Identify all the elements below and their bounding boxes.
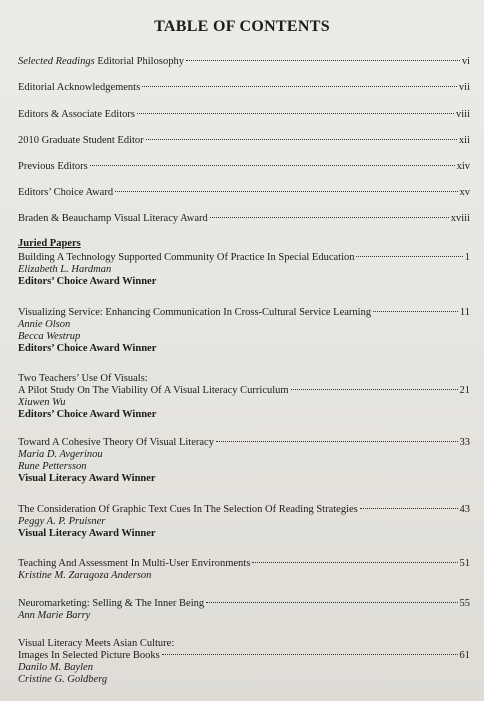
page-number: vii [458, 82, 470, 93]
entry-title: Building A Technology Supported Community Of Practice In Special Education [18, 252, 355, 263]
toc-row-label: Editors & Associate Editors [18, 109, 135, 120]
dot-leader [360, 508, 458, 509]
page-number: 51 [459, 558, 470, 569]
entry-title: Neuromarketing: Selling & The Inner Being [18, 598, 205, 609]
entry-author: Rune Pettersson [18, 461, 87, 472]
toc-entry[interactable] [18, 373, 470, 421]
entry-author: Cristine G. Goldberg [18, 674, 108, 685]
page-number: xviii [450, 213, 470, 224]
entry-award: Editors’ Choice Award Winner [18, 343, 157, 354]
dot-leader [142, 86, 457, 87]
section-heading-juried-papers: Juried Papers [18, 238, 81, 249]
dot-leader [252, 562, 457, 563]
entry-author: Xiuwen Wu [18, 397, 66, 408]
page-number: viii [455, 109, 470, 120]
toc-entry[interactable] [18, 638, 470, 686]
entry-author: Danilo M. Baylen [18, 662, 93, 673]
dot-leader [90, 165, 455, 166]
page-number: xii [458, 135, 470, 146]
page-title: TABLE OF CONTENTS [154, 18, 330, 35]
entry-title: Images In Selected Picture Books [18, 650, 160, 661]
entry-title-line: Two Teachers’ Use Of Visuals: [18, 373, 148, 384]
entry-author: Annie Olson [18, 319, 71, 330]
toc-row-label: Editors’ Choice Award [18, 187, 114, 198]
page-number: 11 [459, 307, 470, 318]
entry-award: Visual Literacy Award Winner [18, 528, 156, 539]
toc-row-braden-beauchamp-award[interactable] [18, 213, 470, 224]
entry-author: Peggy A. P. Pruisner [18, 516, 106, 527]
dot-leader [356, 256, 462, 257]
entry-title: Visualizing Service: Enhancing Communication In Cross-Cultural Service Learning [18, 307, 372, 318]
dot-leader [216, 441, 458, 442]
page-number: xiv [456, 161, 470, 172]
dot-leader [162, 654, 458, 655]
entry-author: Becca Westrup [18, 331, 81, 342]
toc-entry[interactable] [18, 437, 470, 485]
toc-row-label: Editorial Acknowledgements [18, 82, 141, 93]
toc-row-label: Selected Readings Editorial Philosophy [18, 56, 184, 67]
toc-entry[interactable] [18, 558, 470, 582]
dot-leader [206, 602, 457, 603]
toc-row-graduate-editor[interactable] [18, 135, 470, 146]
toc-row-label: Braden & Beauchamp Visual Literacy Award [18, 213, 208, 224]
toc-row-editorial-philosophy[interactable] [18, 56, 470, 67]
entry-title: A Pilot Study On The Viability Of A Visual Literacy Curriculum [18, 385, 289, 396]
page-number: 33 [459, 437, 470, 448]
entry-title: Teaching And Assessment In Multi-User Environments [18, 558, 251, 569]
dot-leader [210, 217, 449, 218]
toc-entry[interactable] [18, 307, 470, 355]
toc-row-editors-choice-award[interactable] [18, 187, 470, 198]
toc-row-label: Previous Editors [18, 161, 88, 172]
toc-row-previous-editors[interactable] [18, 161, 470, 172]
toc-row-label: 2010 Graduate Student Editor [18, 135, 144, 146]
page-number: 43 [459, 504, 470, 515]
dot-leader [291, 389, 458, 390]
dot-leader [373, 311, 458, 312]
toc-row-editorial-acknowledgements[interactable] [18, 82, 470, 93]
entry-title: Toward A Cohesive Theory Of Visual Literacy [18, 437, 214, 448]
page-number: 61 [459, 650, 470, 661]
page-number: xv [459, 187, 470, 198]
entry-title-line: Visual Literacy Meets Asian Culture: [18, 638, 175, 649]
page-number: 55 [459, 598, 470, 609]
entry-author: Elizabeth L. Hardman [18, 264, 112, 275]
entry-award: Editors’ Choice Award Winner [18, 409, 157, 420]
toc-entry[interactable] [18, 598, 470, 622]
dot-leader [186, 60, 460, 61]
entry-author: Ann Marie Barry [18, 610, 91, 621]
entry-title: The Consideration Of Graphic Text Cues In The Selection Of Reading Strategies [18, 504, 358, 515]
page-number: vi [461, 56, 470, 67]
page-number: 21 [459, 385, 470, 396]
toc-entry[interactable] [18, 252, 470, 288]
page-number: 1 [464, 252, 470, 263]
dot-leader [137, 113, 454, 114]
dot-leader [146, 139, 457, 140]
entry-award: Editors’ Choice Award Winner [18, 276, 157, 287]
toc-row-editors[interactable] [18, 109, 470, 120]
toc-entry[interactable] [18, 504, 470, 540]
dot-leader [115, 191, 457, 192]
entry-author: Kristine M. Zaragoza Anderson [18, 570, 152, 581]
entry-author: Maria D. Avgerinou [18, 449, 103, 460]
entry-award: Visual Literacy Award Winner [18, 473, 156, 484]
